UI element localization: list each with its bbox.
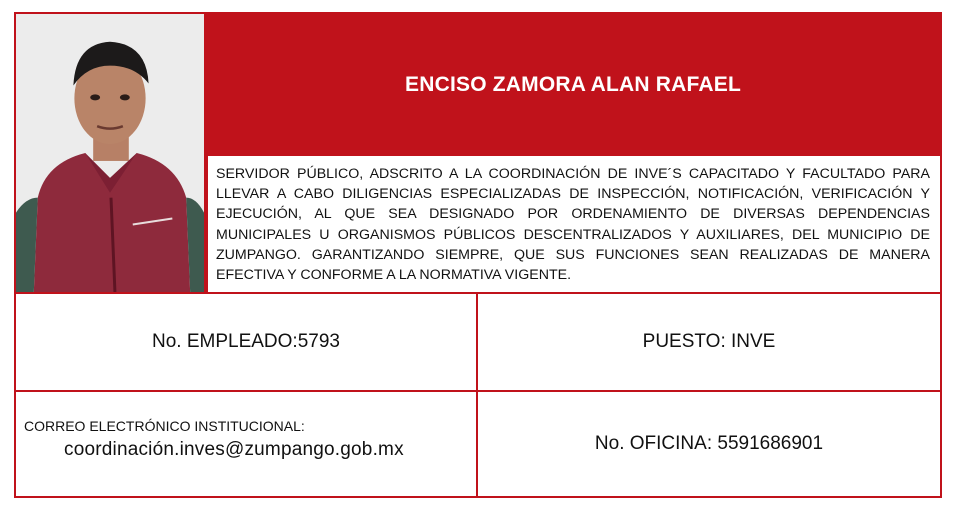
office-phone-cell	[478, 392, 940, 496]
employee-name: ENCISO ZAMORA ALAN RAFAEL	[405, 73, 741, 96]
employee-number: No. EMPLEADO:5793	[152, 331, 340, 352]
email-cell	[16, 392, 478, 496]
employee-description: SERVIDOR PÚBLICO, ADSCRITO A LA COORDINACIÓN DE INVE´S CAPACITADO Y FACULTADO PARA LLEVAR A CABO DILIGENCIAS ESPECIALIZADAS DE INSPECCIÓN, NOTIFICACIÓN, VERIFICACIÓN Y EJECUCIÓN, AL QUE SEA DESIGNADO POR ORDENAMIENTO DE DIVERSAS DEPENDENCIAS MUNICIPALES U ORGANISMOS PÚBLICOS DESCENTRALIZADOS Y AUXILIARES, DEL MUNICIPIO DE ZUMPANGO. GARANTIZANDO SIEMPRE, QUE SUS FUNCIONES SEAN REALIZADAS DE MANERA EFECTIVA Y CONFORME A LA NORMATIVA VIGENTE.	[206, 156, 940, 294]
position: PUESTO: INVE	[642, 331, 776, 352]
employee-number-cell	[16, 294, 478, 392]
portrait-image	[16, 14, 204, 292]
info-grid	[16, 294, 940, 496]
employee-photo	[16, 14, 206, 294]
email-label: CORREO ELECTRÓNICO INSTITUCIONAL:	[24, 418, 305, 434]
name-banner	[206, 14, 940, 156]
id-card	[14, 12, 942, 498]
office-phone: No. OFICINA: 5591686901	[594, 433, 824, 454]
email-address: coordinación.inves@zumpango.gob.mx	[64, 439, 404, 460]
position-cell	[478, 294, 940, 392]
